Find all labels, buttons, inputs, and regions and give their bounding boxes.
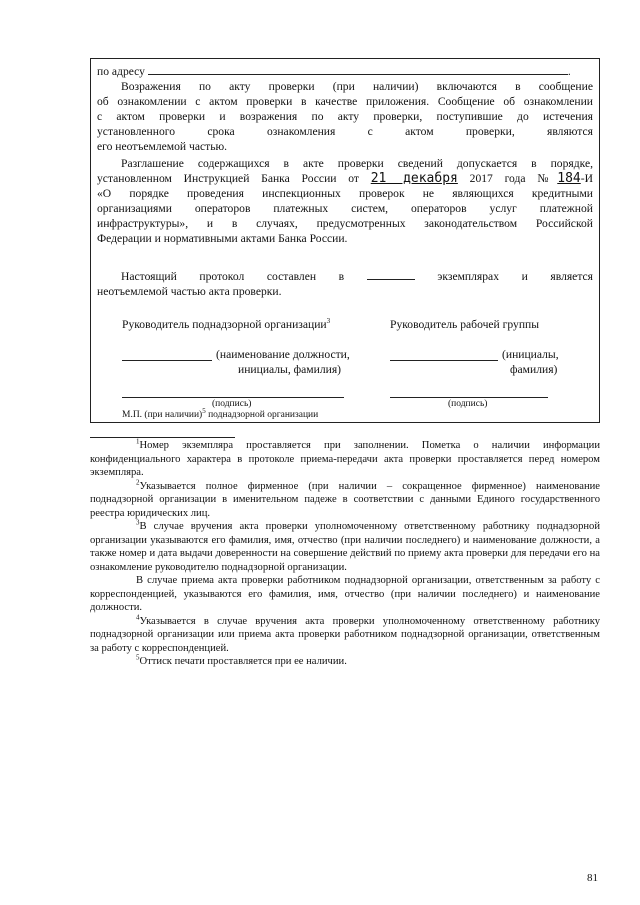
p1-line1: Возражения по акту проверки (при наличии) включаются в сообщение	[121, 80, 593, 93]
left-name-blank	[122, 349, 212, 361]
handwritten-date: 21 декабря	[370, 171, 458, 186]
p1-line2: об ознакомлении с актом проверки в качестве приложения. Сообщение об ознакомлении	[97, 95, 593, 108]
p2-line5: инфраструктуры», и в случаях, предусмотренных законодательством Российской	[97, 217, 593, 230]
right-name-caption-2: фамилия)	[510, 363, 558, 376]
p3-line2: неотъемлемой частью акта проверки.	[97, 285, 282, 298]
footnote-3-continued: В случае приема акта проверки работником поднадзорной организации, ответственным за работу с корреспонденцией, указываются его фамилия, имя, отчество (при наличии последнего) и наименование должности.	[90, 575, 600, 613]
p2-line1: Разглашение содержащихся в акте проверки сведений допускается в порядке,	[121, 157, 593, 170]
footnote-3: $^3$В случае вручения акта проверки уполномоченному ответственному работнику поднадзорной организации указываются его фамилия, имя, отчество (при наличии последнего) и наименование должности, а также номер и дата выдачи доверенности на совершение действий по приему акта проверки для передачи его на ознакомление руководителю поднадзорной организации.	[90, 518, 600, 573]
footnote-2: $^2$Указывается полное фирменное (при наличии – сокращенное фирменное) наименование поднадзорной организации в именительном падеже в соответствии с данными Единого государственного реестра юридических лиц.	[90, 477, 600, 519]
p2-line3: «О порядке проведения инспекционных проверок не являющихся кредитными	[97, 187, 593, 200]
footnote-separator	[90, 437, 235, 438]
left-name-caption-1: (наименование должности,	[216, 348, 350, 361]
right-signature-caption: (подпись)	[448, 399, 488, 409]
p1-line4: установленного срока ознакомления с актом проверки, являются	[97, 125, 593, 138]
left-signature-caption: (подпись)	[212, 399, 252, 409]
address-blank	[148, 63, 568, 75]
left-name-caption-2: инициалы, фамилия)	[238, 363, 342, 376]
p3-line1: Настоящий протокол составлен в экземплярах и является	[121, 270, 594, 283]
footnotes	[90, 439, 600, 669]
footnote-4: $^4$Указывается в случае вручения акта проверки уполномоченному ответственному работнику поднадзорной организации или приема акта проверки работником поднадзорной организации, ответственным за работу с корреспонденцией.	[90, 612, 600, 654]
left-signer-title: Руководитель поднадзорной организации$^3$	[122, 317, 331, 331]
right-name-blank	[390, 349, 498, 361]
p2-line6: Федерации и нормативными актами Банка России.	[97, 232, 348, 245]
right-signer-title: Руководитель рабочей группы	[390, 318, 540, 331]
footnote-5: $^5$Оттиск печати проставляется при ее наличии.	[136, 653, 347, 667]
stamp-note: М.П. (при наличии)$^5$ поднадзорной организации	[122, 406, 319, 420]
p1-line5: его неотъемлемой частью.	[97, 140, 228, 153]
address-line: по адресу .	[97, 65, 571, 78]
right-signature-line	[390, 387, 548, 398]
right-name-caption-1: (инициалы,	[502, 348, 559, 361]
p2-line4: организациями операторов платежных систем, операторов услуг платежной	[97, 202, 593, 215]
left-signature-line	[122, 387, 344, 398]
page-number: 81	[587, 872, 598, 884]
copies-blank	[367, 268, 415, 280]
footnote-1: $^1$Номер экземпляра проставляется при заполнении. Пометка о наличии информации конфиденциального характера в протоколе приема-передачи акта проверки проставляется перед номером экземпляра.	[90, 437, 600, 478]
p1-line3: с актом проверки и возражения по акту проверки, поступившие до истечения	[97, 110, 593, 123]
handwritten-number: 184	[557, 171, 581, 186]
p2-line2: установленном Инструкцией Банка России от 21 декабря 2017 года №184-И	[97, 171, 593, 186]
